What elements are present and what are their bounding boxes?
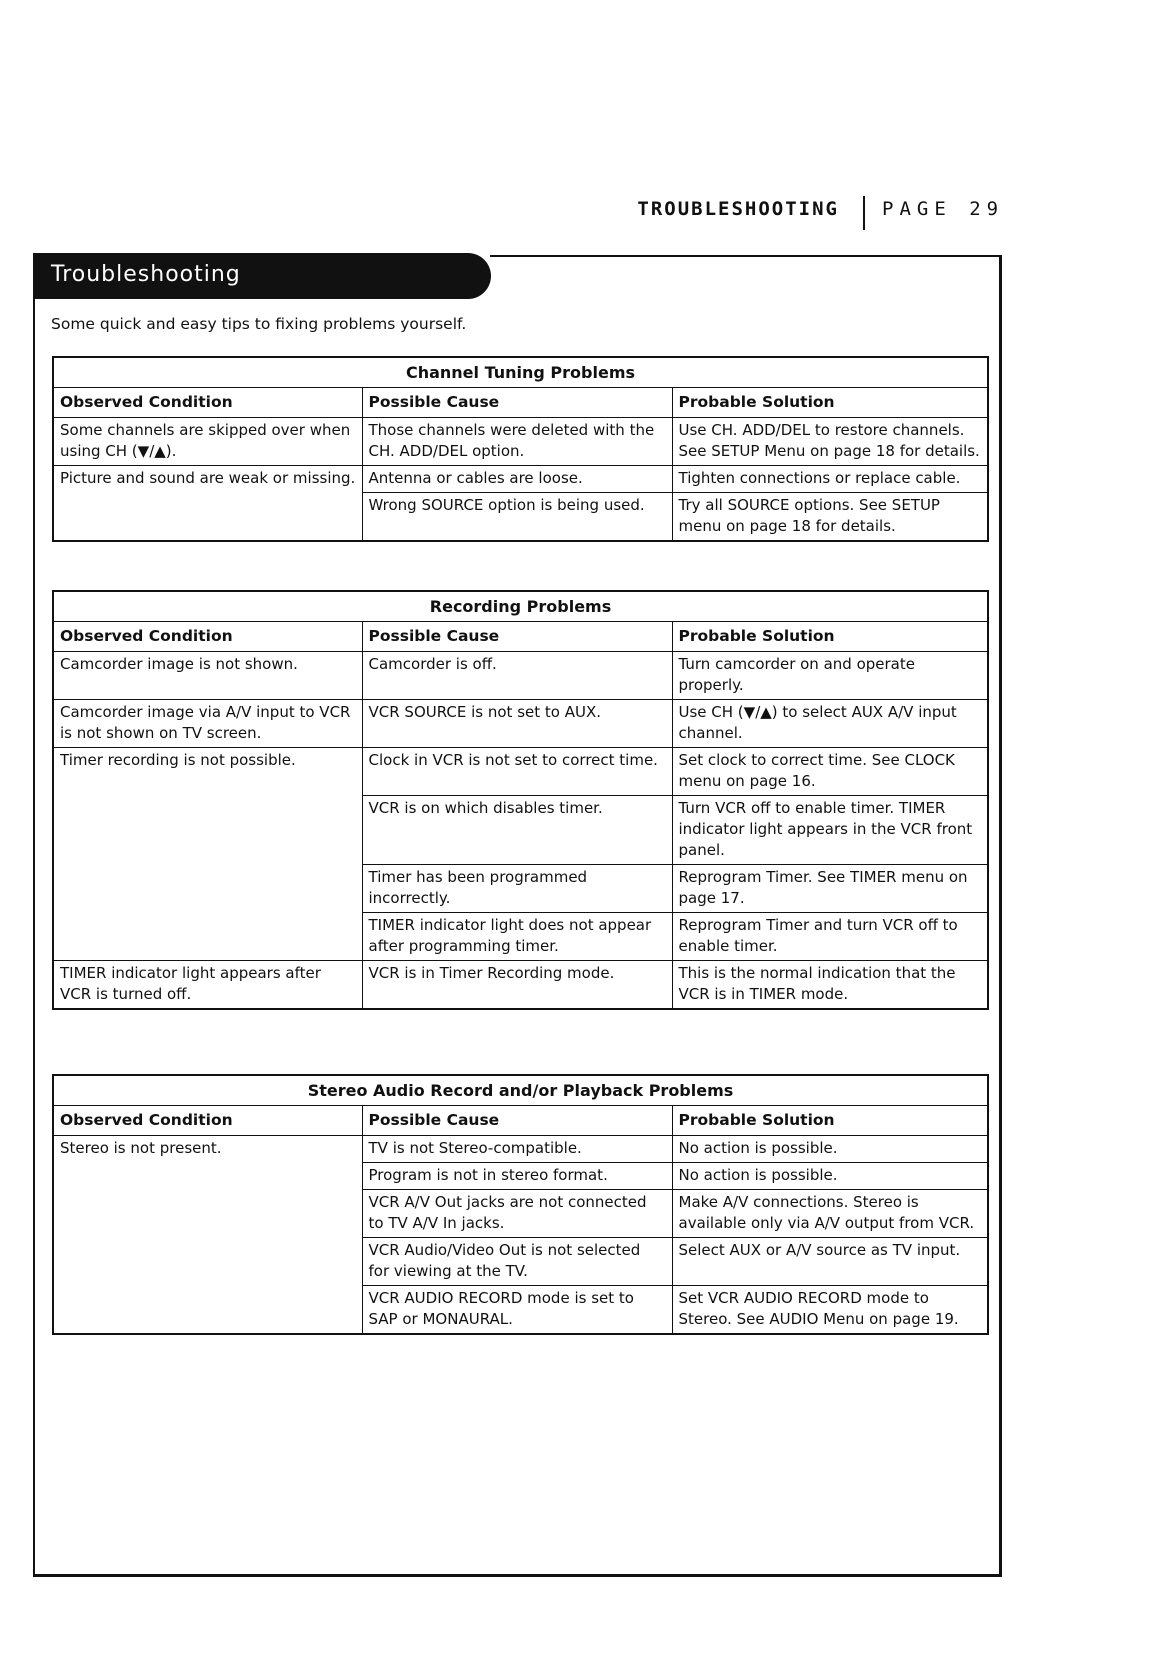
probable-solution-cell: Try all SOURCE options. See SETUP menu on page 18 for details. [672,493,988,542]
probable-solution-cell: Set clock to correct time. See CLOCK menu on page 16. [672,748,988,796]
probable-solution-cell: Tighten connections or replace cable. [672,466,988,493]
probable-solution-cell: Turn VCR off to enable timer. TIMER indicator light appears in the VCR front panel. [672,796,988,865]
probable-solution-cell: Select AUX or A/V source as TV input. [672,1238,988,1286]
observed-condition-cell: Picture and sound are weak or missing. [53,466,362,542]
table-title-row [53,357,988,388]
observed-condition-cell: Some channels are skipped over when using CH (▼/▲). [53,418,362,466]
channel-tuning-table [52,356,989,542]
column-header-possible-cause: Possible Cause [362,1106,672,1136]
possible-cause-cell: VCR AUDIO RECORD mode is set to SAP or MONAURAL. [362,1286,672,1335]
possible-cause-cell: VCR is in Timer Recording mode. [362,961,672,1010]
table-row [53,700,988,748]
table-row [53,1136,988,1163]
column-header-row [53,622,988,652]
observed-condition-cell: Stereo is not present. [53,1136,362,1335]
running-head [600,196,1004,230]
possible-cause-cell: Timer has been programmed incorrectly. [362,865,672,913]
column-header-row [53,388,988,418]
observed-condition-cell: TIMER indicator light appears after VCR is turned off. [53,961,362,1010]
column-header-observed-condition: Observed Condition [53,622,362,652]
column-header-observed-condition: Observed Condition [53,388,362,418]
observed-condition-cell: Camcorder image is not shown. [53,652,362,700]
possible-cause-cell: Antenna or cables are loose. [362,466,672,493]
column-header-possible-cause: Possible Cause [362,388,672,418]
column-header-probable-solution: Probable Solution [672,622,988,652]
possible-cause-cell: VCR is on which disables timer. [362,796,672,865]
possible-cause-cell: Camcorder is off. [362,652,672,700]
possible-cause-cell: Clock in VCR is not set to correct time. [362,748,672,796]
stereo-audio-table [52,1074,989,1335]
possible-cause-cell: VCR Audio/Video Out is not selected for viewing at the TV. [362,1238,672,1286]
section-title: Troubleshooting [51,262,241,287]
table-row [53,961,988,1010]
intro-text: Some quick and easy tips to fixing problems yourself. [51,315,467,333]
recording-problems-table [52,590,989,1010]
content-frame-top-rule [490,255,1002,257]
column-header-observed-condition: Observed Condition [53,1106,362,1136]
possible-cause-cell: TV is not Stereo-compatible. [362,1136,672,1163]
table-row [53,748,988,796]
probable-solution-cell: No action is possible. [672,1163,988,1190]
table-title: Recording Problems [53,591,988,622]
probable-solution-cell: Use CH. ADD/DEL to restore channels. See SETUP Menu on page 18 for details. [672,418,988,466]
probable-solution-cell: Use CH (▼/▲) to select AUX A/V input channel. [672,700,988,748]
observed-condition-cell: Timer recording is not possible. [53,748,362,961]
table-title-row [53,1075,988,1106]
possible-cause-cell: VCR SOURCE is not set to AUX. [362,700,672,748]
column-header-probable-solution: Probable Solution [672,1106,988,1136]
probable-solution-cell: Reprogram Timer. See TIMER menu on page 17. [672,865,988,913]
table-row [53,418,988,466]
section-banner [33,253,491,299]
probable-solution-cell: Turn camcorder on and operate properly. [672,652,988,700]
column-header-possible-cause: Possible Cause [362,622,672,652]
probable-solution-cell: This is the normal indication that the VCR is in TIMER mode. [672,961,988,1010]
column-header-probable-solution: Probable Solution [672,388,988,418]
observed-condition-cell: Camcorder image via A/V input to VCR is not shown on TV screen. [53,700,362,748]
possible-cause-cell: TIMER indicator light does not appear after programming timer. [362,913,672,961]
running-head-divider [863,196,865,230]
probable-solution-cell: Set VCR AUDIO RECORD mode to Stereo. See AUDIO Menu on page 19. [672,1286,988,1335]
table-title: Stereo Audio Record and/or Playback Problems [53,1075,988,1106]
table-title-row [53,591,988,622]
probable-solution-cell: No action is possible. [672,1136,988,1163]
table-title: Channel Tuning Problems [53,357,988,388]
table-row [53,652,988,700]
page-number: PAGE 29 [882,198,1005,220]
table-row [53,466,988,493]
running-head-section: TROUBLESHOOTING [637,198,839,220]
possible-cause-cell: VCR A/V Out jacks are not connected to TV A/V In jacks. [362,1190,672,1238]
possible-cause-cell: Wrong SOURCE option is being used. [362,493,672,542]
possible-cause-cell: Program is not in stereo format. [362,1163,672,1190]
probable-solution-cell: Reprogram Timer and turn VCR off to enable timer. [672,913,988,961]
probable-solution-cell: Make A/V connections. Stereo is available only via A/V output from VCR. [672,1190,988,1238]
possible-cause-cell: Those channels were deleted with the CH. ADD/DEL option. [362,418,672,466]
column-header-row [53,1106,988,1136]
